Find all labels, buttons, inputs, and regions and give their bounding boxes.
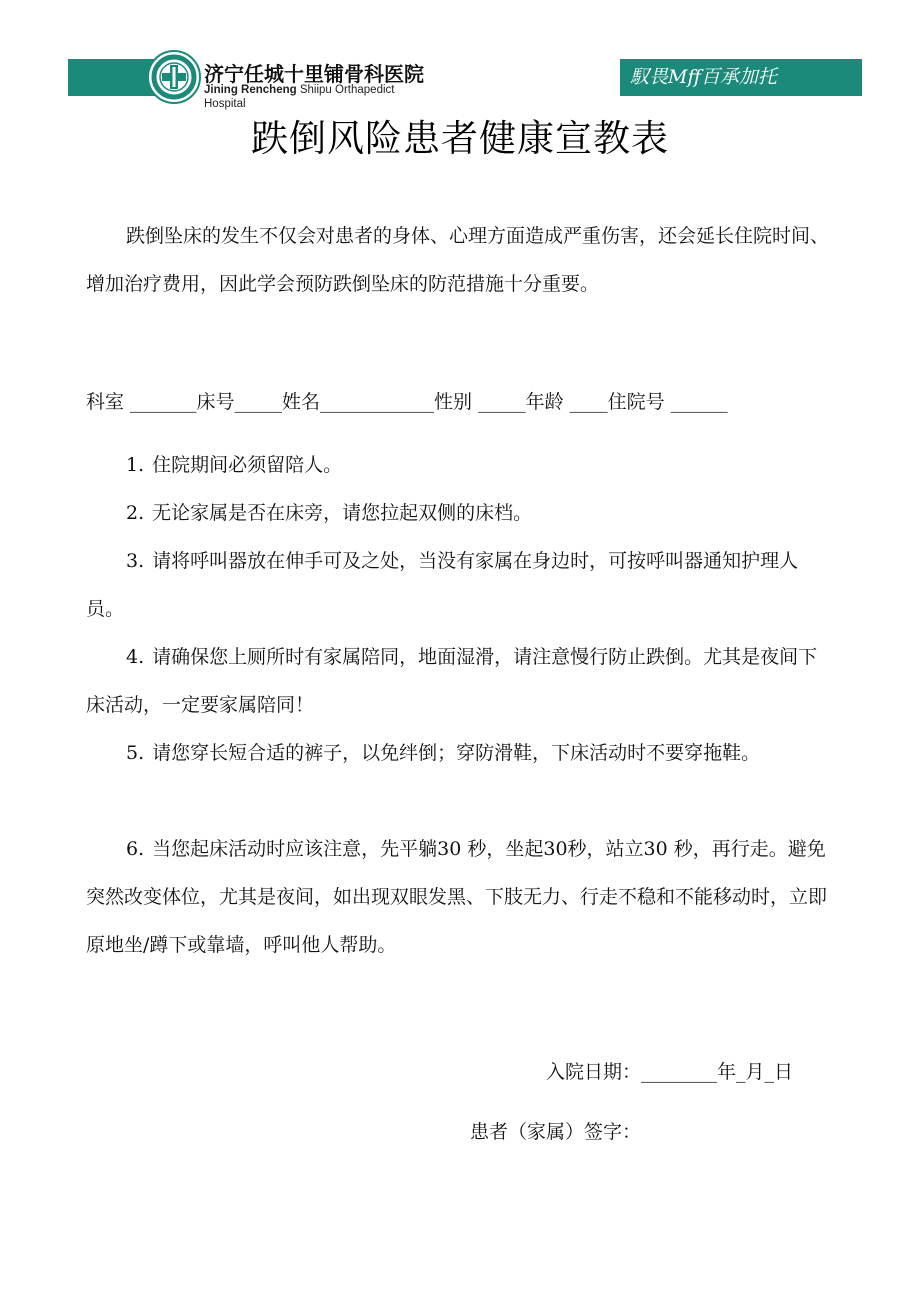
item-text: 无论家属是否在床旁，请您拉起双侧的床档。 [152, 502, 533, 524]
page-title: 跌倒风险患者健康宣教表 [251, 117, 669, 160]
item-text: 请您穿长短合适的裤子，以免绊倒；穿防滑鞋，下床活动时不要穿拖鞋。 [152, 742, 761, 764]
intro-paragraph: 跌倒坠床的发生不仅会对患者的身体、心理方面造成严重伤害，还会延长住院时间、增加治疗费用，因此学会预防跌倒坠床的防范措施十分重要。 [86, 225, 830, 295]
banner-text: 馭畏Mff百承加托 [630, 66, 777, 88]
item-number: 1. [126, 454, 145, 476]
hospital-name-cn: 济宁任城十里铺骨科医院 [204, 62, 424, 86]
admission-date-label: 入院日期： [546, 1061, 642, 1083]
list-item [86, 633, 836, 729]
item-number: 5. [126, 742, 145, 764]
hospital-name-en-line2: Hospital [204, 98, 246, 110]
item-number: 3. [126, 550, 145, 572]
signature-line [470, 1108, 641, 1156]
list-item [86, 537, 836, 633]
item-number: 4. [126, 646, 145, 668]
hospital-logo [147, 50, 201, 104]
patient-info-line: 科室 _______床号_____姓名____________性别 _____年龄 ____住院号 ______ [86, 391, 728, 413]
list-item [86, 441, 836, 489]
item-text: 请确保您上厕所时有家属陪同，地面湿滑，请注意慢行防止跌倒。尤其是夜间下床活动，一定要家属陪同！ [86, 646, 818, 716]
admission-date-line [546, 1048, 793, 1096]
item-text: 请将呼叫器放在伸手可及之处，当没有家属在身边时，可按呼叫器通知护理人员。 [86, 550, 799, 620]
item-number: 2. [126, 502, 145, 524]
signature-label: 患者（家属）签字： [470, 1121, 642, 1143]
admission-date-value: ________年_月_日 [641, 1061, 794, 1083]
item-text: 住院期间必须留陪人。 [152, 454, 343, 476]
header-left-bar [68, 59, 156, 96]
item-text: 当您起床活动时应该注意，先平躺30 秒，坐起30秒，站立30 秒，再行走。避免突然改变体位，尤其是夜间，如出现双眼发黑、下肢无力、行走不稳和不能移动时，立即原地坐/蹲下或靠墙，呼叫他人帮助。 [86, 838, 828, 956]
list-item [86, 825, 836, 969]
item-number: 6. [126, 838, 145, 860]
hospital-name-en-bold: Jining Rencheng [204, 84, 297, 96]
list-item [86, 729, 836, 777]
hospital-name-en-rest: Shiipu Orthapedict [296, 84, 395, 96]
hospital-name-en [204, 84, 394, 96]
list-item [86, 489, 836, 537]
header-right-banner [620, 59, 862, 96]
